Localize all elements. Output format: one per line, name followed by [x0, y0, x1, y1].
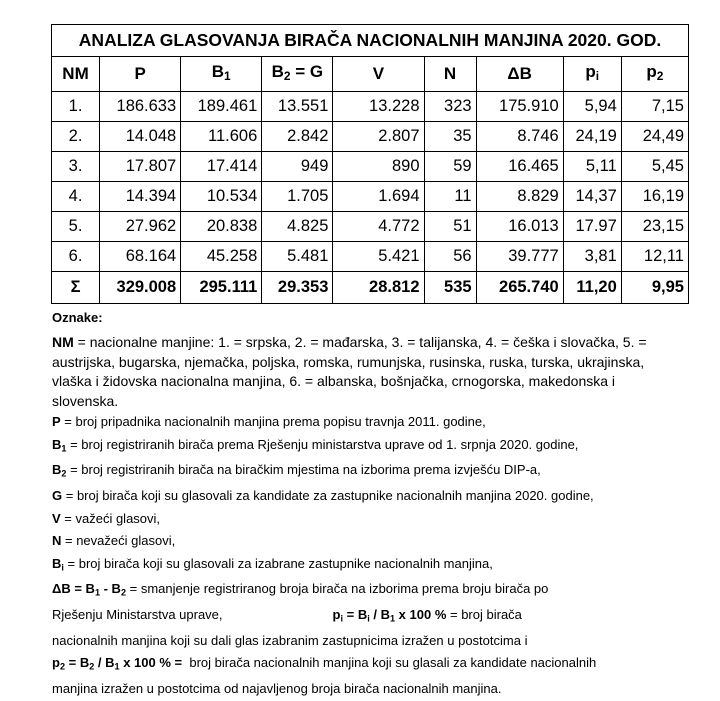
cell-nm: 2. — [52, 121, 100, 151]
legend-db-sub1: 1 — [94, 587, 100, 598]
total-p: 329.008 — [100, 271, 181, 303]
header-p2-base: p — [646, 62, 657, 81]
table-title: ANALIZA GLASOVANJA BIRAČA NACIONALNIH MANJINA 2020. GOD. — [52, 25, 689, 57]
cell-delta-b: 39.777 — [476, 241, 563, 271]
legend-p — [52, 411, 672, 434]
header-b1-sub: 1 — [224, 68, 231, 83]
header-b1-base: B — [211, 62, 225, 81]
legend-pi-key-c: / B — [369, 607, 390, 623]
legend-v-text: = važeći glasovi, — [60, 510, 161, 526]
header-delta-b: ΔB — [476, 57, 563, 92]
legend-db-mid: - B — [100, 581, 121, 597]
cell-n: 11 — [424, 181, 476, 211]
legend-n-key: N — [52, 533, 62, 549]
cell-p2: 24,49 — [621, 121, 688, 151]
legend-pi-cont — [52, 630, 672, 653]
total-p2: 9,95 — [621, 271, 688, 303]
cell-b2: 4.825 — [262, 211, 333, 241]
cell-n: 323 — [424, 91, 476, 121]
legend-b1-key: B — [52, 436, 62, 452]
header-pi-sub: i — [595, 68, 600, 83]
legend-delta-b — [52, 578, 672, 604]
table-row — [52, 121, 689, 151]
legend-v-key: V — [52, 510, 61, 526]
cell-v: 13.228 — [333, 91, 424, 121]
header-pi-base: p — [585, 62, 596, 81]
table-row — [52, 91, 689, 121]
legend-nm-key: NM — [52, 334, 74, 350]
cell-p2: 16,19 — [621, 181, 688, 211]
header-p: P — [100, 57, 181, 92]
legend-pi-key-c-sub: 1 — [390, 613, 396, 624]
cell-b1: 20.838 — [181, 211, 262, 241]
legend-b1 — [52, 434, 672, 460]
legend-bi — [52, 553, 672, 579]
legend-p2-text2: manjina izražen u postotcima od najavljenog broja birača nacionalnih manjina. — [52, 681, 502, 697]
legend-v — [52, 508, 672, 531]
legend-p2-key-d: x 100 % = — [119, 655, 183, 671]
legend-b1-sub: 1 — [61, 442, 67, 453]
legend-bi-key: B — [52, 555, 62, 571]
cell-b2: 1.705 — [262, 181, 333, 211]
header-b2-g — [262, 57, 333, 92]
legend-pi-text2: nacionalnih manjina koji su dali glas izabranim zastupnicima izražen u postotcima i — [52, 632, 528, 648]
legend-p-text: = broj pripadnika nacionalnih manjina prema popisu travnja 2011. godine, — [60, 414, 486, 429]
legend-g-key: G — [52, 488, 63, 504]
legend-db-text1: = smanjenje registriranog broja birača na izborima prema broju birača po — [126, 581, 549, 597]
total-b1: 295.111 — [181, 271, 262, 303]
legend-delta-b-cont — [52, 604, 672, 630]
legend-b2-key: B — [52, 462, 62, 478]
table-row — [52, 181, 689, 211]
cell-v: 1.694 — [333, 181, 424, 211]
legend — [52, 309, 672, 701]
legend-p2-key-a-sub: 2 — [59, 661, 66, 672]
header-b2-sub: 2 — [283, 68, 291, 83]
cell-v: 4.772 — [333, 211, 424, 241]
legend-g-text: = broj birača koji su glasovali za kandidate za zastupnike nacionalnih manjina 2020. godine, — [62, 488, 594, 504]
total-v: 28.812 — [333, 271, 424, 303]
legend-pi-key-b: = B — [343, 607, 368, 623]
header-pi — [563, 57, 621, 92]
cell-v: 5.421 — [333, 241, 424, 271]
header-b2-tail: = G — [290, 62, 324, 81]
legend-pi-key-a: p — [332, 607, 341, 623]
legend-heading: Oznake: — [52, 310, 103, 325]
cell-delta-b: 16.013 — [476, 211, 563, 241]
cell-p: 68.164 — [100, 241, 181, 271]
legend-bi-sub: i — [61, 561, 64, 572]
cell-b2: 949 — [262, 151, 333, 181]
table-row — [52, 151, 689, 181]
legend-pi-key-d: x 100 % — [395, 607, 447, 623]
header-b2-base: B — [271, 62, 284, 81]
cell-v: 890 — [333, 151, 424, 181]
legend-nm — [52, 333, 672, 411]
cell-nm: 6. — [52, 241, 100, 271]
legend-b2-text: = broj registriranih birača na biračkim mjestima na izborima prema izvješću DIP-a, — [66, 462, 541, 478]
header-p2-sub: 2 — [656, 68, 664, 83]
cell-pi: 14,37 — [563, 181, 621, 211]
legend-n-text: = nevažeći glasovi, — [61, 533, 176, 549]
header-v: V — [333, 57, 424, 92]
cell-delta-b: 175.910 — [476, 91, 563, 121]
total-b2: 29.353 — [262, 271, 333, 303]
cell-nm: 3. — [52, 151, 100, 181]
cell-p: 17.807 — [100, 151, 181, 181]
cell-b2: 2.842 — [262, 121, 333, 151]
legend-p-key: P — [52, 414, 61, 429]
header-p2 — [621, 57, 688, 92]
header-nm: NM — [52, 57, 100, 92]
legend-p2-key-c-sub: 1 — [114, 661, 120, 672]
cell-pi: 5,94 — [563, 91, 621, 121]
cell-delta-b: 8.746 — [476, 121, 563, 151]
cell-p2: 23,15 — [621, 211, 688, 241]
cell-b1: 10.534 — [181, 181, 262, 211]
legend-p2-cont — [52, 678, 672, 701]
cell-pi: 5,11 — [563, 151, 621, 181]
cell-pi: 3,81 — [563, 241, 621, 271]
cell-b2: 13.551 — [262, 91, 333, 121]
legend-b2-sub: 2 — [61, 468, 67, 479]
cell-nm: 5. — [52, 211, 100, 241]
total-pi: 11,20 — [563, 271, 621, 303]
legend-db-sub2: 2 — [120, 587, 127, 598]
cell-p2: 12,11 — [621, 241, 688, 271]
cell-p: 14.048 — [100, 121, 181, 151]
legend-p2-key-c: / B — [94, 655, 115, 671]
legend-pi-key-b-sub: i — [367, 613, 370, 624]
cell-pi: 24,19 — [563, 121, 621, 151]
cell-p: 14.394 — [100, 181, 181, 211]
cell-b2: 5.481 — [262, 241, 333, 271]
cell-nm: 1. — [52, 91, 100, 121]
legend-p2-text1: broj birača nacionalnih manjina koji su glasali za kandidate nacionalnih — [182, 655, 597, 671]
cell-p2: 7,15 — [621, 91, 688, 121]
legend-n — [52, 530, 672, 553]
legend-pi-text1: = broj birača — [446, 607, 522, 623]
table-row — [52, 211, 689, 241]
cell-p2: 5,45 — [621, 151, 688, 181]
cell-b1: 189.461 — [181, 91, 262, 121]
total-n: 535 — [424, 271, 476, 303]
cell-n: 35 — [424, 121, 476, 151]
legend-db-key: ΔB = B — [52, 581, 95, 597]
header-n: N — [424, 57, 476, 92]
voting-analysis-table — [51, 24, 689, 304]
cell-delta-b: 16.465 — [476, 151, 563, 181]
cell-b1: 11.606 — [181, 121, 262, 151]
legend-p2-key-b: = B — [65, 655, 90, 671]
cell-delta-b: 8.829 — [476, 181, 563, 211]
legend-db-text2: Rješenju Ministarstva uprave, — [52, 607, 223, 623]
header-b1 — [181, 57, 262, 92]
legend-p2-key-a: p — [52, 655, 60, 671]
table-row — [52, 241, 689, 271]
cell-p: 27.962 — [100, 211, 181, 241]
cell-n: 51 — [424, 211, 476, 241]
legend-nm-text: = nacionalne manjine: 1. = srpska, 2. = mađarska, 3. = talijanska, 4. = češka i slovačka, 5. = austrijska, bugarska, njemačka, poljska, romska, rumunjska, rusinska, ruska, turska, ukrajinska, vlaška i židovska nacionalna manjina, 6. = albanska, bošnjačka, crnogorska, makedonska i slovenska. — [52, 334, 647, 409]
header-row — [52, 57, 689, 92]
cell-n: 59 — [424, 151, 476, 181]
cell-b1: 17.414 — [181, 151, 262, 181]
legend-p2 — [52, 652, 672, 678]
cell-v: 2.807 — [333, 121, 424, 151]
legend-g — [52, 485, 672, 508]
cell-pi: 17.97 — [563, 211, 621, 241]
total-row — [52, 271, 689, 303]
legend-pi-key-a-sub: i — [340, 613, 344, 624]
legend-bi-text: = broj birača koji su glasovali za izabrane zastupnike nacionalnih manjina, — [63, 555, 493, 571]
cell-nm: 4. — [52, 181, 100, 211]
cell-n: 56 — [424, 241, 476, 271]
cell-b1: 45.258 — [181, 241, 262, 271]
total-sigma: Σ — [52, 271, 100, 303]
legend-b1-text: = broj registriranih birača prema Rješenju ministarstva uprave od 1. srpnja 2020. godine, — [66, 436, 579, 452]
total-delta-b: 265.740 — [476, 271, 563, 303]
legend-p2-key-b-sub: 2 — [89, 661, 95, 672]
cell-p: 186.633 — [100, 91, 181, 121]
legend-b2 — [52, 459, 672, 485]
